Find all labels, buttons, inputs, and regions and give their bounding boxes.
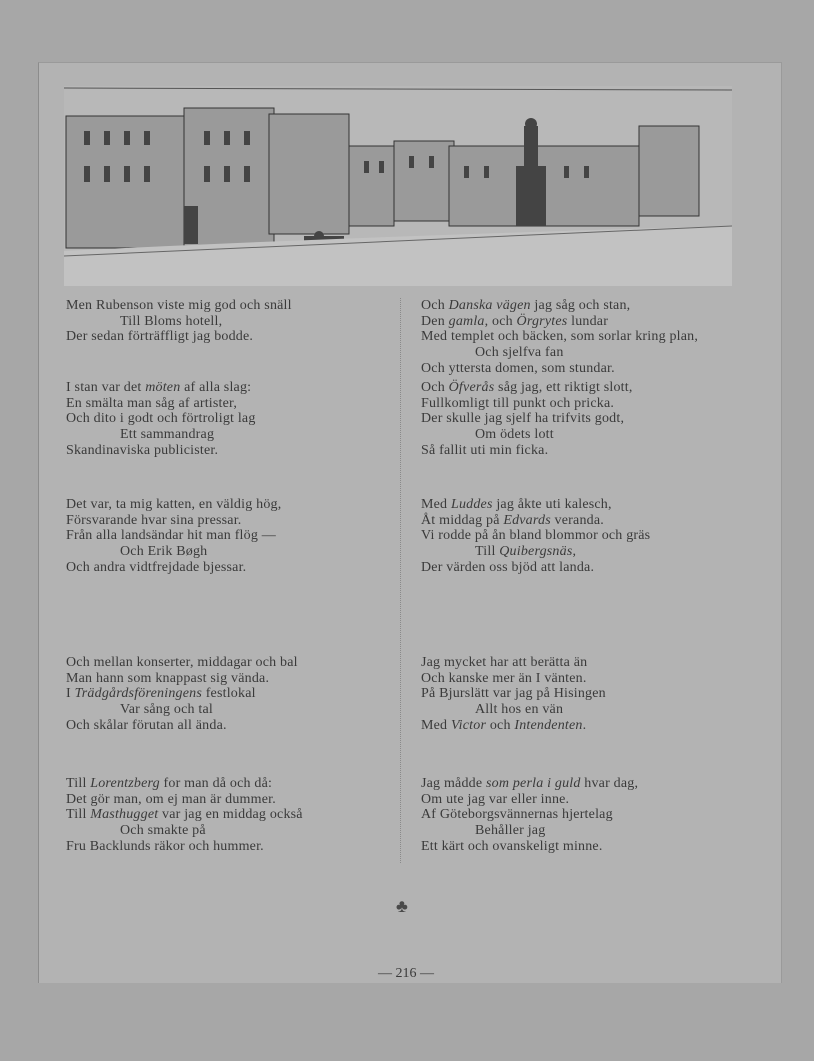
verse-text: Från alla landsändar hit man flög — bbox=[66, 528, 276, 544]
verse-text: Med bbox=[421, 497, 451, 512]
verse-text: Om ute jag var eller inne. bbox=[421, 791, 570, 807]
verse-line bbox=[421, 314, 781, 330]
verse-line bbox=[421, 427, 781, 443]
verse-line bbox=[421, 497, 781, 513]
verse-text: Och Erik Bøgh bbox=[120, 544, 208, 560]
verse-line bbox=[66, 427, 426, 443]
italic-place-name: Edvards bbox=[503, 512, 551, 528]
verse-text: Ett sammandrag bbox=[120, 427, 215, 443]
verse-line bbox=[421, 361, 781, 377]
verse-text: Der värden oss bjöd att landa. bbox=[421, 559, 595, 575]
verse-line bbox=[421, 686, 781, 702]
verse-text: Fullkomligt till punkt och pricka. bbox=[421, 395, 615, 411]
verse-line bbox=[66, 686, 426, 702]
verse-text: jag åkte uti kalesch, bbox=[492, 497, 612, 512]
verse-line bbox=[66, 702, 426, 718]
verse-line bbox=[66, 329, 426, 345]
verse-line bbox=[421, 396, 781, 412]
verse-line bbox=[66, 807, 426, 823]
verse-text: En smälta man såg af artister, bbox=[66, 395, 238, 411]
verse-text: Och kanske mer än I vänten. bbox=[421, 670, 587, 686]
italic-place-name: Danska vägen bbox=[448, 298, 531, 313]
verse-line bbox=[66, 655, 426, 671]
verse-text: Var sång och tal bbox=[120, 702, 214, 718]
verse-line bbox=[421, 655, 781, 671]
verse-line bbox=[66, 396, 426, 412]
verse-text: På Bjurslätt var jag på Hisingen bbox=[421, 686, 606, 702]
italic-place-name: Masthugget bbox=[90, 807, 159, 823]
verse-line bbox=[66, 823, 426, 839]
italic-place-name: Lorentzberg bbox=[90, 776, 160, 791]
verse-line bbox=[66, 528, 426, 544]
stanza bbox=[66, 776, 426, 855]
verse-line bbox=[66, 443, 426, 459]
verse-text: Skandinaviska publicister. bbox=[66, 442, 219, 458]
verse-line bbox=[66, 314, 426, 330]
verse-text: Och andra vidtfrejdade bjessar. bbox=[66, 559, 247, 575]
verse-text: lundar bbox=[567, 313, 609, 329]
verse-line bbox=[421, 560, 781, 576]
verse-text: Der skulle jag sjelf ha trifvits godt, bbox=[421, 411, 625, 427]
verse-line bbox=[421, 513, 781, 529]
verse-line bbox=[66, 298, 426, 314]
verse-line bbox=[66, 560, 426, 576]
italic-place-name: Victor bbox=[450, 717, 487, 733]
verse-text: Med templet och bäcken, som sorlar kring plan, bbox=[421, 329, 699, 345]
verse-text: Försvarande hvar sina pressar. bbox=[66, 512, 242, 528]
verse-line bbox=[66, 839, 426, 855]
italic-place-name: Trädgårdsföreningens bbox=[74, 686, 202, 702]
verse-text: Behåller jag bbox=[475, 823, 546, 839]
verse-text: Der sedan förträffligt jag bodde. bbox=[66, 329, 254, 345]
verse-line bbox=[421, 671, 781, 687]
verse-text: Och skålar förutan all ända. bbox=[66, 717, 227, 733]
verse-text: Med bbox=[421, 717, 451, 733]
verse-text: såg jag, ett riktigt slott, bbox=[494, 380, 633, 395]
page-number: — 216 — bbox=[378, 966, 434, 981]
stanza bbox=[66, 380, 426, 459]
verse-text: Och dito i godt och förtroligt lag bbox=[66, 411, 256, 427]
verse-text: och bbox=[486, 717, 515, 733]
verse-line bbox=[66, 544, 426, 560]
verse-text: Af Göteborgsvännernas hjertelag bbox=[421, 807, 613, 823]
stanza bbox=[66, 497, 426, 576]
stanza bbox=[66, 298, 426, 345]
verse-text: Den bbox=[421, 313, 449, 329]
verse-line bbox=[66, 776, 426, 792]
verse-text: Jag mycket har att berätta än bbox=[421, 655, 588, 670]
stanza bbox=[421, 776, 781, 855]
verse-text: Man hann som knappast sig vända. bbox=[66, 670, 270, 686]
verse-text: Fru Backlunds räkor och hummer. bbox=[66, 838, 264, 854]
verse-line bbox=[421, 380, 781, 396]
verse-text: Men Rubenson viste mig god och snäll bbox=[66, 298, 292, 313]
verse-text: . bbox=[582, 717, 587, 733]
italic-place-name: Quibergsnäs bbox=[499, 544, 573, 560]
verse-text: hvar dag, bbox=[580, 776, 639, 791]
verse-text: Åt middag på bbox=[421, 512, 504, 528]
stanza bbox=[421, 298, 781, 377]
verse-text: var jag en middag också bbox=[158, 807, 303, 823]
italic-place-name: Örgrytes bbox=[516, 313, 568, 329]
verse-line bbox=[66, 497, 426, 513]
verse-text: I bbox=[66, 686, 75, 702]
italic-place-name: Öfverås bbox=[448, 380, 495, 395]
verse-line bbox=[421, 528, 781, 544]
verse-line bbox=[421, 298, 781, 314]
italic-place-name: som perla i guld bbox=[485, 776, 581, 791]
verse-text: Till bbox=[475, 544, 500, 560]
verse-line bbox=[421, 823, 781, 839]
verse-text: Jag mådde bbox=[421, 776, 486, 791]
verse-line bbox=[66, 380, 426, 396]
verse-text: for man då och då: bbox=[159, 776, 273, 791]
verse-line bbox=[421, 345, 781, 361]
verse-text: Och yttersta domen, som stundar. bbox=[421, 360, 615, 376]
verse-text: Till bbox=[66, 807, 91, 823]
verse-line bbox=[66, 718, 426, 734]
verse-text: Vi rodde på ån bland blommor och gräs bbox=[421, 528, 651, 544]
verse-text: Så fallit uti min ficka. bbox=[421, 442, 549, 458]
stanza bbox=[421, 655, 781, 734]
verse-text: , bbox=[572, 544, 577, 560]
verse-text: Om ödets lott bbox=[475, 427, 554, 443]
stanza bbox=[421, 380, 781, 459]
italic-place-name: möten bbox=[145, 380, 181, 395]
verse-text: Till Bloms hotell, bbox=[120, 313, 223, 329]
verse-text: Ett kärt och ovanskeligt minne. bbox=[421, 838, 603, 854]
verse-text: veranda. bbox=[550, 512, 604, 528]
verse-line bbox=[421, 718, 781, 734]
italic-place-name: Luddes bbox=[450, 497, 493, 512]
verse-line bbox=[421, 776, 781, 792]
verse-line bbox=[421, 411, 781, 427]
stanza bbox=[66, 655, 426, 734]
verse-text: , och bbox=[484, 313, 517, 329]
verse-line bbox=[421, 544, 781, 560]
verse-line bbox=[66, 671, 426, 687]
verse-line bbox=[421, 329, 781, 345]
verse-text: Och bbox=[421, 298, 449, 313]
verse-line bbox=[421, 702, 781, 718]
verse-line bbox=[66, 411, 426, 427]
verse-line bbox=[421, 839, 781, 855]
verse-text: Det var, ta mig katten, en väldig hög, bbox=[66, 497, 282, 512]
club-ornament-icon: ♣ bbox=[396, 896, 408, 916]
verse-line bbox=[66, 513, 426, 529]
verse-text: Och mellan konserter, middagar och bal bbox=[66, 655, 298, 670]
verse-text: festlokal bbox=[202, 686, 256, 702]
town-square-illustration bbox=[64, 86, 732, 286]
verse-text: Det gör man, om ej man är dummer. bbox=[66, 791, 276, 807]
italic-place-name: gamla bbox=[448, 313, 485, 329]
verse-line bbox=[421, 443, 781, 459]
stanza bbox=[421, 497, 781, 576]
verse-text: I stan var det bbox=[66, 380, 146, 395]
verse-text: Allt hos en vän bbox=[475, 702, 564, 718]
verse-text: jag såg och stan, bbox=[530, 298, 631, 313]
verse-text: Och bbox=[421, 380, 449, 395]
verse-text: Och smakte på bbox=[120, 823, 206, 839]
verse-text: Och sjelfva fan bbox=[475, 345, 564, 361]
verse-line bbox=[421, 807, 781, 823]
verse-line bbox=[421, 792, 781, 808]
italic-place-name: Intendenten bbox=[514, 717, 583, 733]
verse-text: af alla slag: bbox=[180, 380, 252, 395]
verse-text: Till bbox=[66, 776, 91, 791]
verse-line bbox=[66, 792, 426, 808]
